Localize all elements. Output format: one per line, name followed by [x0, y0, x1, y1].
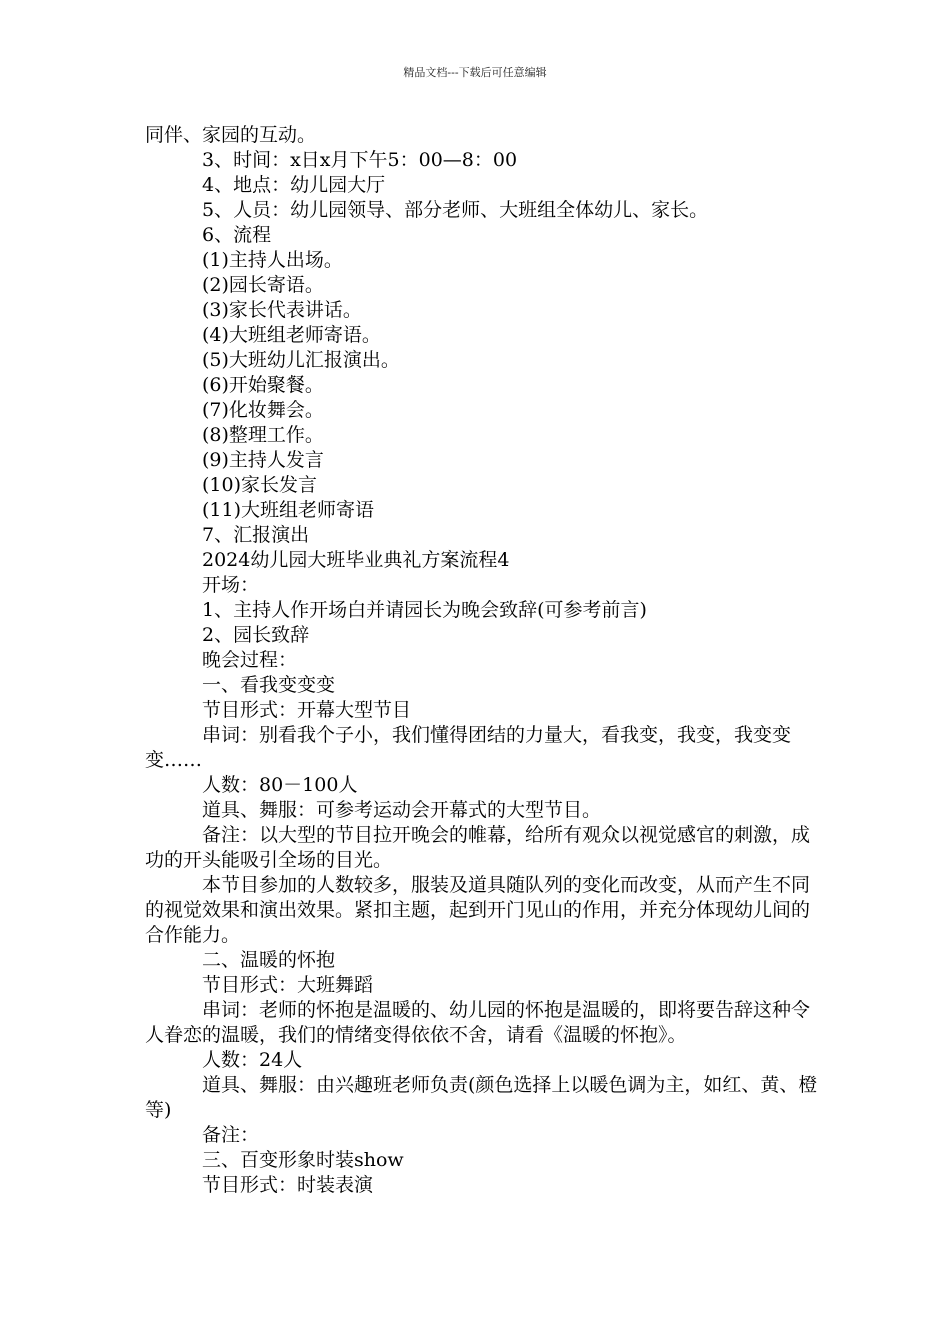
document-paragraph: (7)化妆舞会。 [202, 399, 324, 421]
document-paragraph: 道具、舞服：可参考运动会开幕式的大型节目。 [202, 799, 602, 821]
document-paragraph: 人数：24人 [202, 1049, 303, 1071]
document-paragraph: 2、园长致辞 [202, 624, 310, 646]
document-paragraph: 二、温暖的怀抱 [202, 949, 336, 971]
document-paragraph: 备注：以大型的节目拉开晚会的帷幕，给所有观众以视觉感官的刺激，成功的开头能吸引全场的目光。 [145, 824, 811, 871]
document-paragraph: 5、人员：幼儿园领导、部分老师、大班组全体幼儿、家长。 [202, 199, 709, 221]
document-paragraph: (6)开始聚餐。 [202, 374, 324, 396]
document-paragraph: 三、百变形象时装show [202, 1149, 404, 1171]
document-paragraph: 7、汇报演出 [202, 524, 310, 546]
document-paragraph: 1、主持人作开场白并请园长为晚会致辞(可参考前言) [202, 599, 647, 621]
document-paragraph: 4、地点：幼儿园大厅 [202, 174, 386, 196]
document-paragraph: (2)园长寄语。 [202, 274, 324, 296]
document-paragraph: 晚会过程： [202, 649, 298, 671]
document-paragraph: 串词：别看我个子小，我们懂得团结的力量大，看我变，我变，我变变变…… [145, 724, 792, 771]
document-paragraph: 开场： [202, 574, 260, 596]
document-paragraph: (1)主持人出场。 [202, 249, 343, 271]
document-paragraph: (5)大班幼儿汇报演出。 [202, 349, 400, 371]
document-paragraph: (11)大班组老师寄语 [202, 499, 375, 521]
document-paragraph: 一、看我变变变 [202, 674, 336, 696]
document-paragraph: 3、时间：x日x月下午5：00—8：00 [202, 149, 518, 171]
document-paragraph: 本节目参加的人数较多，服装及道具随队列的变化而改变，从而产生不同的视觉效果和演出效果。紧扣主题，起到开门见山的作用，并充分体现幼儿间的合作能力。 [145, 874, 811, 946]
document-paragraph: 人数：80－100人 [202, 774, 358, 796]
document-paragraph: 同伴、家园的互动。 [145, 124, 317, 146]
document-paragraph: (4)大班组老师寄语。 [202, 324, 381, 346]
page-header: 精品文档---下载后可任意编辑 [403, 66, 547, 79]
document-paragraph: (10)家长发言 [202, 474, 318, 496]
document-paragraph: 节目形式：时装表演 [202, 1174, 374, 1196]
document-paragraph: 道具、舞服：由兴趣班老师负责(颜色选择上以暖色调为主，如红、黄、橙等) [145, 1074, 818, 1121]
document-paragraph: (3)家长代表讲话。 [202, 299, 362, 321]
document-paragraph: (8)整理工作。 [202, 424, 324, 446]
document-paragraph: 节目形式：开幕大型节目 [202, 699, 412, 721]
document-paragraph: 节目形式：大班舞蹈 [202, 974, 374, 996]
document-paragraph: 备注： [202, 1124, 260, 1146]
document-paragraph: 串词：老师的怀抱是温暖的、幼儿园的怀抱是温暖的，即将要告辞这种令人眷恋的温暖，我们的情绪变得依依不舍，请看《温暖的怀抱》。 [145, 999, 811, 1046]
document-paragraph: 6、流程 [202, 224, 272, 246]
document-paragraph: 2024幼儿园大班毕业典礼方案流程4 [202, 549, 510, 571]
document-body [145, 123, 825, 1198]
document-paragraph: (9)主持人发言 [202, 449, 324, 471]
